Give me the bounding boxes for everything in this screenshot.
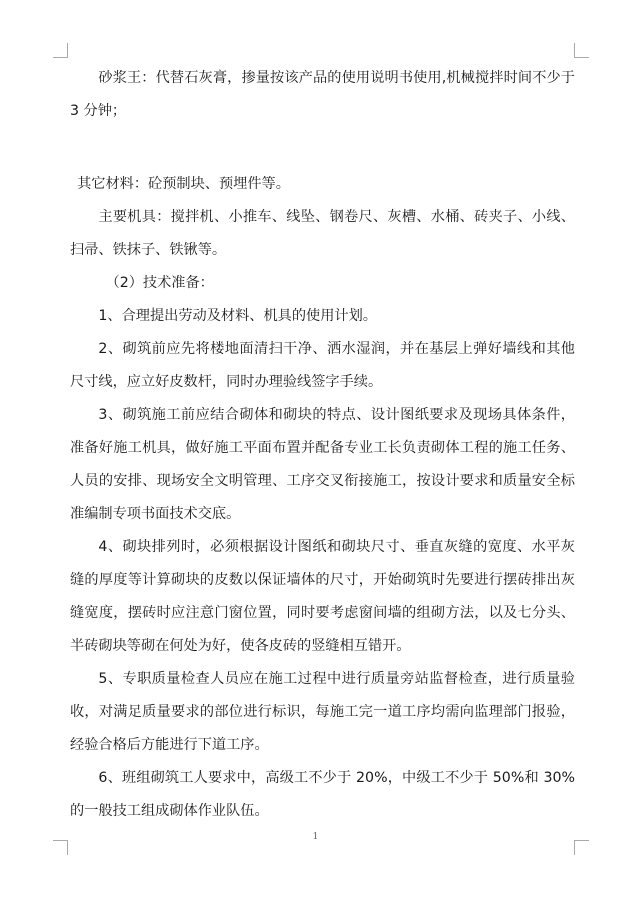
paragraph-item-2: 2、砌筑前应先将楼地面清扫干净、洒水湿润，并在基层上弹好墙线和其他尺寸线，应立好皮数杆，同时办理验线签字手续。: [70, 341, 575, 390]
paragraph-item-3: 3、砌筑施工前应结合砌体和砌块的特点、设计图纸要求及现场具体条件，准备好施工机具，做好施工平面布置并配备专业工长负责砌体工程的施工任务、人员的安排、现场安全文明管理、工序交叉衔接施工，按设计要求和质量安全标准编制专项书面技术交底。: [70, 407, 575, 522]
paragraph-main-tools: 主要机具：搅拌机、小推车、线坠、钢卷尺、灰槽、水桶、砖夹子、小线、扫帚、铁抹子、铁锹等。: [70, 209, 575, 258]
paragraph-mortar: 砂浆王：代替石灰膏，掺量按该产品的使用说明书使用,机械搅拌时间不少于 3 分钟；: [70, 70, 575, 119]
paragraph-item-6: 6、班组砌筑工人要求中，高级工不少于 20%，中级工不少于 50%和 30%的一般技工组成砌体作业队伍。: [70, 770, 575, 819]
paragraph-item-5: 5、专职质量检查人员应在施工过程中进行质量旁站监督检查，进行质量验收，对满足质量要求的部位进行标识，每施工完一道工序均需向监理部门报验，经验合格后方能进行下道工序。: [70, 671, 575, 753]
paragraph-other-materials: 其它材料：砼预制块、预埋件等。: [77, 176, 290, 192]
crop-mark-bottom-left: [53, 840, 68, 855]
paragraph-spacer: [70, 128, 575, 168]
crop-mark-bottom-right: [574, 840, 589, 855]
paragraph-item-1: 1、合理提出劳动及材料、机具的使用计划。: [98, 308, 377, 324]
section-heading-technical-preparation: （2）技术准备：: [105, 275, 214, 291]
paragraph-item-4: 4、砌块排列时，必须根据设计图纸和砌块尺寸、垂直灰缝的宽度、水平灰缝的厚度等计算砌块的皮数以保证墙体的尺寸，开始砌筑时先要进行摆砖排出灰缝宽度，摆砖时应注意门窗位置，同时要考虑窗间墙的组砌方法，以及七分头、半砖砌块等砌在何处为好，使各皮砖的竖缝相互错开。: [70, 539, 575, 654]
crop-mark-top-left: [53, 43, 68, 58]
document-body: [70, 62, 575, 828]
page-number: 1: [312, 832, 319, 842]
crop-mark-top-right: [574, 43, 589, 58]
